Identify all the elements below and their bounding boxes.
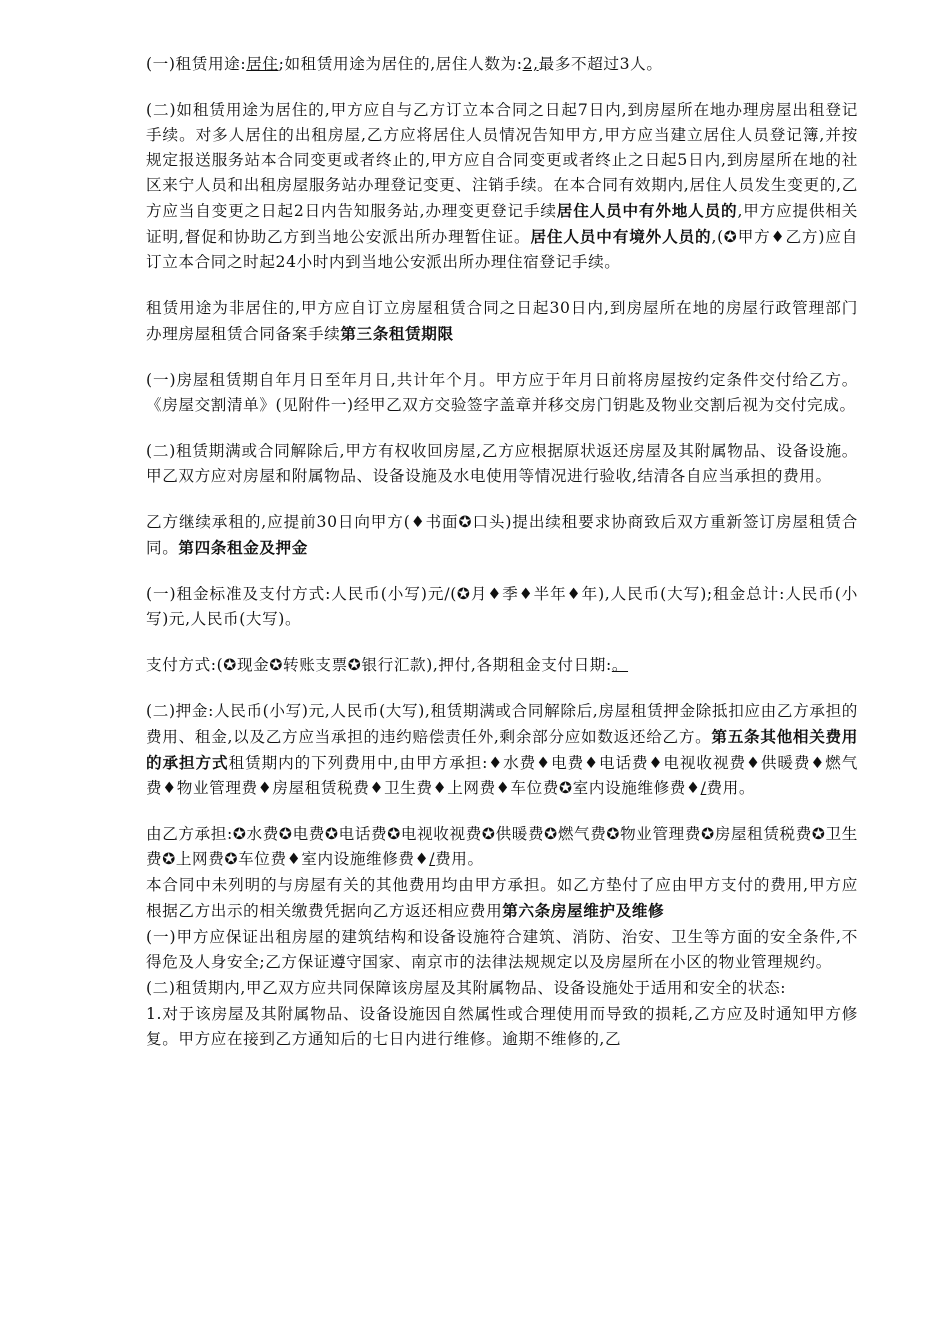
article-heading: 第四条租金及押金 — [178, 538, 308, 557]
text-segment: ,甲方应提供相关证明,督促和协助乙方到当地公安派出所办理暂住证。 — [146, 202, 858, 246]
paragraph — [146, 52, 858, 77]
article-heading: 居住人员中有外地人员的 — [556, 201, 738, 220]
text-segment: (一)租赁用途: — [146, 55, 247, 73]
text-segment: (二)租赁期内,甲乙双方应共同保障该房屋及其附属物品、设备设施处于适用和安全的状态: — [146, 979, 787, 997]
text-segment: (二)如租赁用途为居住的,甲方应自与乙方订立本合同之日起7日内,到房屋所在地办理房屋出租登记手续。对多人居住的出租房屋,乙方应将居住人员情况告知甲方,甲方应当建立居住人员登记簿,并按规定报送服务站本合同变更或者终止的,甲方应自合同变更或者终止之日起5日内,到房屋所在地的社区来宁人员和出租房屋服务站办理登记变更、注销手续。在本合同有效期内,居住人员发生变更的,乙方应当自变更之日起2日内告知服务站,办理变更登记手续 — [146, 101, 858, 220]
text-segment: ,(✪甲方♦乙方)应自订立本合同之时起24小时内到当地公安派出所办理住宿登记手续。 — [146, 228, 858, 271]
article-heading: 第五条其他相关费用的承担方式 — [146, 727, 858, 772]
filled-value: / — [429, 850, 436, 868]
paragraph — [146, 439, 858, 489]
text-segment: (一)房屋租赁期自年月日至年月日,共计年个月。甲方应于年月日前将房屋按约定条件交付给乙方。《房屋交割清单》(见附件一)经甲乙双方交验签字盖章并移交房门钥匙及物业交割后视为交付完成。 — [146, 371, 858, 414]
paragraph — [146, 822, 858, 872]
filled-value: 。 — [611, 656, 629, 674]
paragraph — [146, 296, 858, 347]
filled-value: / — [700, 779, 707, 797]
filled-value: 2, — [522, 55, 539, 73]
text-segment: 支付方式:(✪现金✪转账支票✪银行汇款),押付,各期租金支付日期: — [146, 656, 612, 674]
paragraph — [146, 582, 858, 632]
text-segment: 由乙方承担:✪水费✪电费✪电话费✪电视收视费✪供暖费✪燃气费✪物业管理费✪房屋租赁税费✪卫生费✪上网费✪车位费♦室内设施维修费♦ — [146, 825, 858, 868]
article-heading: 居住人员中有境外人员的 — [530, 227, 712, 246]
paragraph — [146, 368, 858, 418]
text-segment: 本合同中未列明的与房屋有关的其他费用均由甲方承担。如乙方垫付了应由甲方支付的费用,甲方应根据乙方出示的相关缴费凭据向乙方返还相应费用 — [146, 876, 858, 920]
paragraph — [146, 699, 858, 801]
paragraph — [146, 1002, 858, 1052]
text-segment: (二)押金:人民币(小写)元,人民币(大写),租赁期满或合同解除后,房屋租赁押金除抵扣应由乙方承担的费用、租金,以及乙方应当承担的违约赔偿责任外,剩余部分应如数返还给乙方。 — [146, 702, 858, 746]
paragraph — [146, 873, 858, 924]
text-segment: (一)甲方应保证出租房屋的建筑结构和设备设施符合建筑、消防、治安、卫生等方面的安全条件,不得危及人身安全;乙方保证遵守国家、南京市的法律法规规定以及房屋所在小区的物业管理规约。 — [146, 928, 858, 971]
text-segment: 租赁期内的下列费用中,由甲方承担:♦水费♦电费♦电话费♦电视收视费♦供暖费♦燃气费♦物业管理费♦房屋租赁税费♦卫生费♦上网费♦车位费✪室内设施维修费♦ — [146, 754, 858, 797]
text-segment: 费用。 — [435, 850, 484, 868]
filled-value: 居住 — [246, 55, 279, 73]
text-segment: 最多不超过3人。 — [538, 55, 663, 73]
paragraph — [146, 98, 858, 275]
article-heading: 第三条租赁期限 — [340, 324, 454, 343]
text-segment: 租赁用途为非居住的,甲方应自订立房屋租赁合同之日起30日内,到房屋所在地的房屋行政管理部门办理房屋租赁合同备案手续 — [146, 299, 858, 343]
text-segment: 乙方继续承租的,应提前30日向甲方(♦书面✪口头)提出续租要求协商致后双方重新签订房屋租赁合同。 — [146, 513, 858, 557]
paragraph — [146, 653, 858, 678]
text-segment: (二)租赁期满或合同解除后,甲方有权收回房屋,乙方应根据原状返还房屋及其附属物品、设备设施。甲乙双方应对房屋和附属物品、设备设施及水电使用等情况进行验收,结清各自应当承担的费用。 — [146, 442, 858, 485]
paragraph — [146, 925, 858, 975]
text-segment: 1.对于该房屋及其附属物品、设备设施因自然属性或合理使用而导致的损耗,乙方应及时通知甲方修复。甲方应在接到乙方通知后的七日内进行维修。逾期不维修的,乙 — [146, 1005, 858, 1048]
document-page — [146, 52, 858, 1053]
paragraph — [146, 976, 858, 1001]
text-segment: 费用。 — [706, 779, 756, 797]
text-segment: ;如租赁用途为居住的,居住人数为: — [278, 55, 523, 73]
paragraph — [146, 510, 858, 561]
article-heading: 第六条房屋维护及维修 — [502, 901, 665, 920]
text-segment: (一)租金标准及支付方式:人民币(小写)元/(✪月♦季♦半年♦年),人民币(大写);租金总计:人民币(小写)元,人民币(大写)。 — [146, 585, 858, 628]
